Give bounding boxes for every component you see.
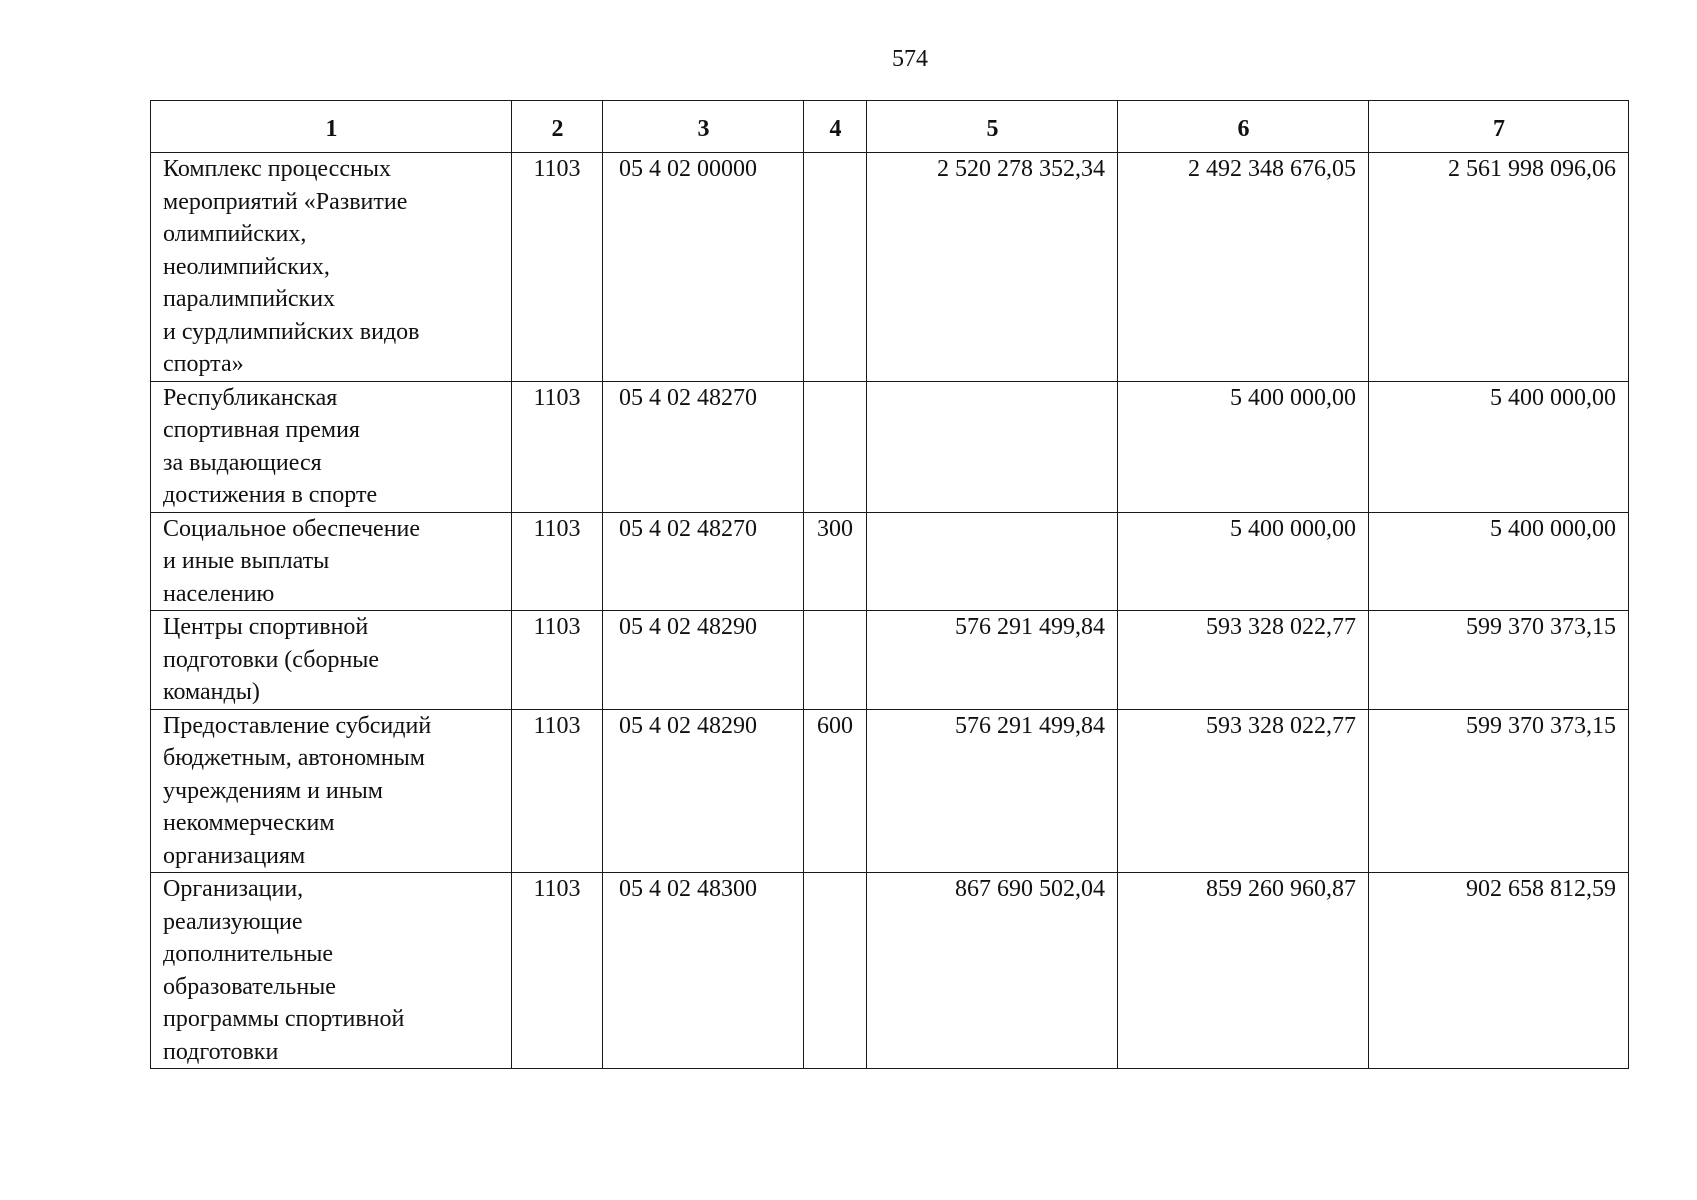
amount-col7-cell: 5 400 000,00 <box>1369 381 1629 512</box>
amount-col5-cell <box>867 381 1118 512</box>
row-name: Социальное обеспечение и иные выплаты населению <box>163 515 421 607</box>
section-cell: 1103 <box>512 381 603 512</box>
row-name: Республиканская спортивная премия за выдающиеся достижения в спорте <box>163 384 378 508</box>
table-row <box>151 611 1629 710</box>
column-header-5: 5 <box>867 101 1118 153</box>
column-header-2: 2 <box>512 101 603 153</box>
amount-col7-cell: 599 370 373,15 <box>1369 709 1629 873</box>
table-row <box>151 512 1629 611</box>
table-row <box>151 873 1629 1069</box>
amount-col6-cell: 593 328 022,77 <box>1118 611 1369 710</box>
expense-type-cell: 600 <box>804 709 867 873</box>
row-name-cell <box>151 153 512 382</box>
expense-type-cell <box>804 153 867 382</box>
target-code-cell: 05 4 02 00000 <box>603 153 804 382</box>
amount-col6-cell: 593 328 022,77 <box>1118 709 1369 873</box>
section-cell: 1103 <box>512 611 603 710</box>
row-name-cell <box>151 873 512 1069</box>
table-row <box>151 709 1629 873</box>
row-name-cell <box>151 512 512 611</box>
expense-type-cell: 300 <box>804 512 867 611</box>
table-row <box>151 381 1629 512</box>
amount-col7-cell: 5 400 000,00 <box>1369 512 1629 611</box>
column-header-6: 6 <box>1118 101 1369 153</box>
row-name-cell <box>151 611 512 710</box>
section-cell: 1103 <box>512 153 603 382</box>
section-cell: 1103 <box>512 873 603 1069</box>
table-header-row <box>151 101 1629 153</box>
amount-col7-cell: 902 658 812,59 <box>1369 873 1629 1069</box>
target-code-cell: 05 4 02 48270 <box>603 381 804 512</box>
target-code-cell: 05 4 02 48300 <box>603 873 804 1069</box>
amount-col5-cell: 2 520 278 352,34 <box>867 153 1118 382</box>
amount-col5-cell: 576 291 499,84 <box>867 611 1118 710</box>
budget-table <box>150 100 1629 1069</box>
amount-col7-cell: 2 561 998 096,06 <box>1369 153 1629 382</box>
table-row <box>151 153 1629 382</box>
column-header-1: 1 <box>151 101 512 153</box>
row-name: Комплекс процессных мероприятий «Развитие олимпийских, неолимпийских, паралимпийских и сурдлимпийских видов спорта» <box>163 156 420 377</box>
amount-col6-cell: 5 400 000,00 <box>1118 381 1369 512</box>
amount-col6-cell: 5 400 000,00 <box>1118 512 1369 611</box>
amount-col6-cell: 2 492 348 676,05 <box>1118 153 1369 382</box>
row-name-cell <box>151 709 512 873</box>
row-name: Центры спортивной подготовки (сборные команды) <box>163 614 380 705</box>
amount-col5-cell: 576 291 499,84 <box>867 709 1118 873</box>
row-name-cell <box>151 381 512 512</box>
target-code-cell: 05 4 02 48270 <box>603 512 804 611</box>
page-number: 574 <box>892 46 928 72</box>
section-cell: 1103 <box>512 709 603 873</box>
column-header-3: 3 <box>603 101 804 153</box>
target-code-cell: 05 4 02 48290 <box>603 611 804 710</box>
expense-type-cell <box>804 381 867 512</box>
target-code-cell: 05 4 02 48290 <box>603 709 804 873</box>
column-header-7: 7 <box>1369 101 1629 153</box>
expense-type-cell <box>804 873 867 1069</box>
row-name: Организации, реализующие дополнительные образовательные программы спортивной подготовки <box>163 876 405 1065</box>
expense-type-cell <box>804 611 867 710</box>
amount-col6-cell: 859 260 960,87 <box>1118 873 1369 1069</box>
amount-col5-cell <box>867 512 1118 611</box>
section-cell: 1103 <box>512 512 603 611</box>
amount-col7-cell: 599 370 373,15 <box>1369 611 1629 710</box>
row-name: Предоставление субсидий бюджетным, автономным учреждениям и иным некоммерческим организациям <box>163 712 432 869</box>
amount-col5-cell: 867 690 502,04 <box>867 873 1118 1069</box>
budget-table-container <box>150 100 1628 1069</box>
column-header-4: 4 <box>804 101 867 153</box>
